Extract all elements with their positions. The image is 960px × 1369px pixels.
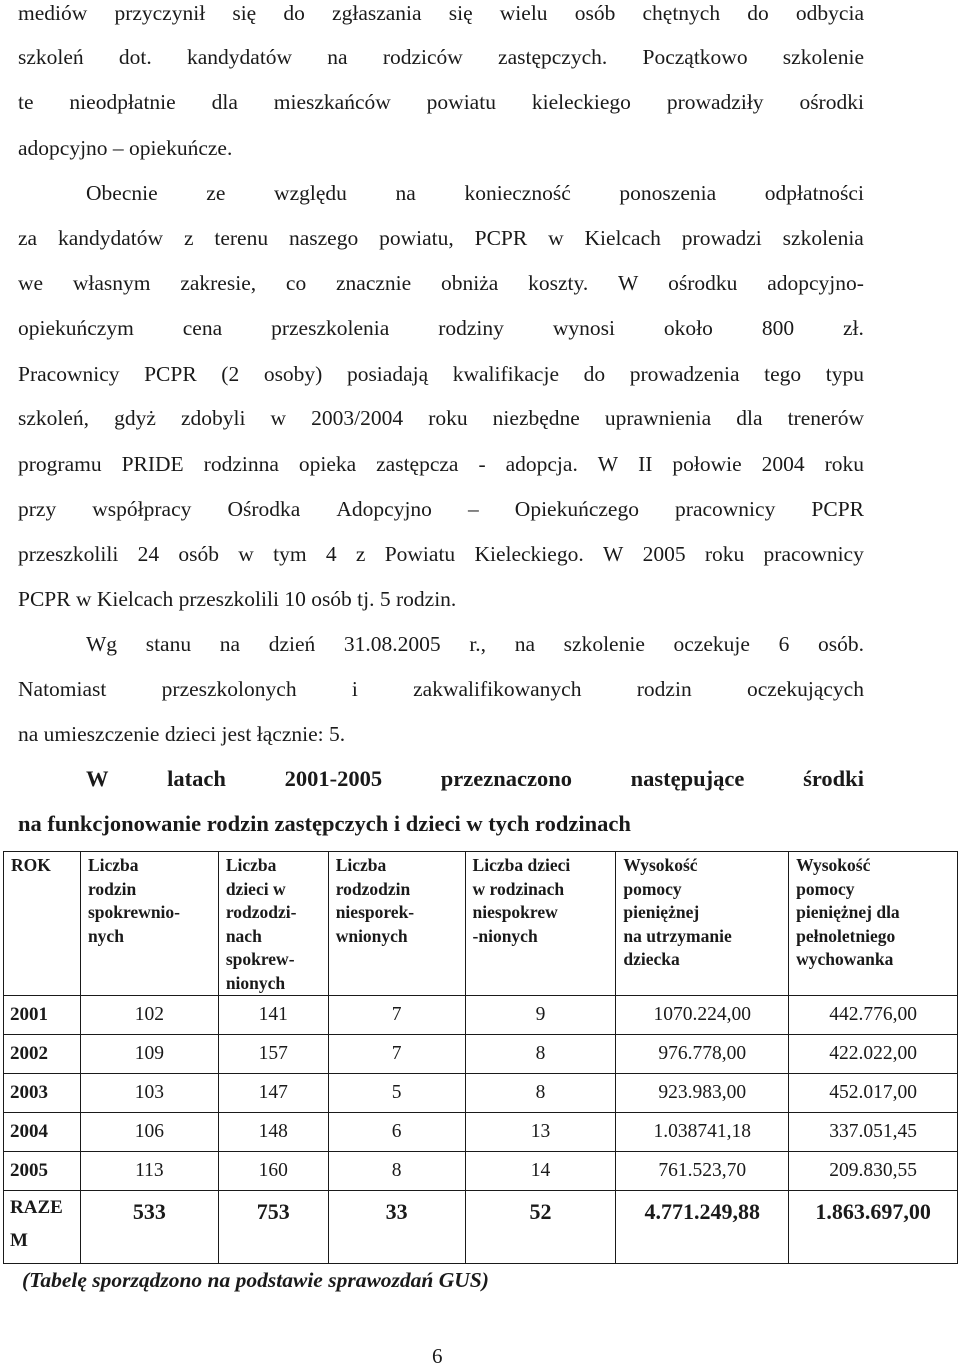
word: Ośrodka — [227, 497, 301, 521]
table-cell: 109 — [80, 1035, 218, 1074]
table-cell: 106 — [80, 1113, 218, 1152]
word: W — [597, 452, 619, 476]
paragraph-line — [18, 361, 864, 387]
word: za — [18, 226, 38, 250]
word: roku — [428, 406, 468, 430]
table-source-note: (Tabelę sporządzono na podstawie sprawozdań GUS) — [22, 1268, 489, 1292]
word: zgłaszania — [332, 1, 422, 25]
word: kwalifikacje — [452, 362, 559, 386]
table-header-cell: Liczba rodzin spokrewnio- nych — [80, 852, 218, 996]
word: się — [448, 1, 473, 25]
word: Natomiast — [18, 677, 107, 701]
word: Obecnie — [86, 181, 158, 205]
table-cell: 533 — [80, 1191, 218, 1264]
word: co — [285, 271, 307, 295]
word: ponoszenia — [619, 181, 717, 205]
word: pracownicy — [763, 542, 864, 566]
word: w — [548, 226, 564, 250]
word: osób — [574, 1, 616, 25]
word: W — [602, 542, 624, 566]
table-cell: 103 — [80, 1074, 218, 1113]
section-heading: na funkcjonowanie rodzin zastępczych i dzieci w tych rodzinach — [18, 811, 631, 836]
table-cell: 148 — [218, 1113, 328, 1152]
word: kandydatów — [57, 226, 164, 250]
funding-table — [3, 851, 958, 1264]
table-total-row — [4, 1191, 958, 1264]
word: obniża — [440, 271, 499, 295]
word: cena — [182, 316, 223, 340]
word: terenu — [214, 226, 269, 250]
table-cell: 8 — [328, 1152, 465, 1191]
paragraph-line — [18, 405, 864, 431]
word: PRIDE — [121, 452, 184, 476]
word: prowadzenia — [629, 362, 740, 386]
word: powiatu, — [379, 226, 454, 250]
word: niezbędne — [492, 406, 580, 430]
word: zakresie, — [180, 271, 257, 295]
word: rodzinna — [203, 452, 279, 476]
word: przeszkolenia — [271, 316, 390, 340]
table-cell: 8 — [465, 1035, 616, 1074]
word: oczekuje — [673, 632, 750, 656]
word: zł. — [843, 316, 864, 340]
word: tym — [273, 542, 307, 566]
word: typu — [825, 362, 864, 386]
word: opieka — [298, 452, 357, 476]
year-cell: 2005 — [4, 1152, 81, 1191]
word: do — [747, 1, 769, 25]
word: szkoleń — [18, 45, 84, 69]
word: gdyż — [114, 406, 156, 430]
word: znacznie — [336, 271, 412, 295]
word: osoby) — [263, 362, 323, 386]
word: przeszkolonych — [161, 677, 297, 701]
word: powiatu — [426, 90, 496, 114]
table-cell: 113 — [80, 1152, 218, 1191]
table-cell: 33 — [328, 1191, 465, 1264]
word: przy — [18, 497, 57, 521]
word: 2005 — [642, 542, 686, 566]
year-cell: 2002 — [4, 1035, 81, 1074]
year-cell: 2004 — [4, 1113, 81, 1152]
word: mediów — [18, 1, 88, 25]
word: Opiekuńczego — [514, 497, 639, 521]
word: adopcja. — [505, 452, 578, 476]
paragraph-line — [18, 676, 864, 702]
table-cell: 1.038741,18 — [616, 1113, 789, 1152]
word: i — [351, 677, 358, 701]
table-row — [4, 996, 958, 1035]
word: zdobyli — [180, 406, 246, 430]
table-cell: 9 — [465, 996, 616, 1035]
table-cell: 1.863.697,00 — [789, 1191, 958, 1264]
table-cell: 976.778,00 — [616, 1035, 789, 1074]
word: osób. — [818, 632, 864, 656]
word: przeszkolili — [18, 542, 119, 566]
word: współpracy — [92, 497, 192, 521]
paragraph-line: PCPR w Kielcach przeszkolili 10 osób tj. 5 rodzin. — [18, 587, 457, 611]
word: rodziców — [382, 45, 463, 69]
word: 2003/2004 — [311, 406, 404, 430]
table-cell: 5 — [328, 1074, 465, 1113]
word: rodziny — [438, 316, 504, 340]
word: stanu — [145, 632, 192, 656]
table-row — [4, 1074, 958, 1113]
table-header-cell: Wysokość pomocy pieniężnej dla pełnoletniego wychowanka — [789, 852, 958, 996]
word: mieszkańców — [273, 90, 391, 114]
word: przyczynił — [114, 1, 206, 25]
word: wielu — [499, 1, 548, 25]
table-row — [4, 1152, 958, 1191]
paragraph-line — [18, 496, 864, 522]
paragraph-line — [18, 89, 864, 115]
word: osób — [178, 542, 219, 566]
word: dzień — [268, 632, 316, 656]
word: W — [618, 271, 639, 295]
word: - — [478, 452, 486, 476]
word: ze — [206, 181, 226, 205]
word: w — [270, 406, 287, 430]
word: szkolenie — [563, 632, 645, 656]
table-cell: 8 — [465, 1074, 616, 1113]
word: na — [395, 181, 416, 205]
word: wynosi — [552, 316, 615, 340]
word: Pracownicy — [18, 362, 120, 386]
word: do — [583, 362, 606, 386]
word: programu — [18, 452, 102, 476]
word: trenerów — [787, 406, 864, 430]
word: na — [327, 45, 348, 69]
word: chętnych — [642, 1, 721, 25]
word: na — [514, 632, 536, 656]
word: odpłatności — [764, 181, 864, 205]
word: zakwalifikowanych — [413, 677, 582, 701]
table-cell: 452.017,00 — [789, 1074, 958, 1113]
paragraph-line — [18, 225, 864, 251]
word: koszty. — [528, 271, 589, 295]
table-header-cell: Liczba dzieci w rodzinach niespokrew -nionych — [465, 852, 616, 996]
word: Wg — [86, 632, 118, 656]
table-row — [4, 1035, 958, 1074]
word: z — [355, 542, 366, 566]
table-cell: 141 — [218, 996, 328, 1035]
word: dot. — [118, 45, 152, 69]
paragraph-line — [18, 0, 864, 26]
word: we — [18, 271, 44, 295]
word: 2001-2005 — [284, 766, 383, 791]
table-cell: 442.776,00 — [789, 996, 958, 1035]
word: Kielcach — [584, 226, 661, 250]
year-cell: 2003 — [4, 1074, 81, 1113]
word: pracownicy — [675, 497, 776, 521]
word: Początkowo — [642, 45, 748, 69]
word: prowadziły — [666, 90, 764, 114]
table-header-row — [4, 852, 958, 996]
table-cell: 160 — [218, 1152, 328, 1191]
table-cell: 923.983,00 — [616, 1074, 789, 1113]
word: szkoleń, — [18, 406, 90, 430]
word: 24 — [137, 542, 160, 566]
word: 31.08.2005 — [343, 632, 441, 656]
word: ośrodku — [668, 271, 738, 295]
page-number: 6 — [432, 1344, 443, 1368]
word: Adopcyjno — [336, 497, 432, 521]
word: uprawnienia — [604, 406, 712, 430]
table-header-cell: ROK — [4, 852, 81, 996]
word: w — [238, 542, 254, 566]
word: się — [232, 1, 257, 25]
word: oczekujących — [746, 677, 864, 701]
section-heading — [86, 766, 864, 792]
table-cell: 422.022,00 — [789, 1035, 958, 1074]
word: kandydatów — [186, 45, 293, 69]
word: z — [183, 226, 194, 250]
word: rodzin — [636, 677, 692, 701]
table-header-cell: Liczba rodzodzin niesporek- wnionych — [328, 852, 465, 996]
table-cell: 52 — [465, 1191, 616, 1264]
paragraph-line — [86, 631, 864, 657]
word: zastępcza — [376, 452, 459, 476]
word: kieleckiego — [531, 90, 631, 114]
table-cell: 753 — [218, 1191, 328, 1264]
word: konieczność — [464, 181, 571, 205]
word: do — [283, 1, 305, 25]
word: względu — [274, 181, 347, 205]
word: posiadają — [346, 362, 429, 386]
table-cell: 6 — [328, 1113, 465, 1152]
table-cell: 7 — [328, 1035, 465, 1074]
word: (2 — [221, 362, 240, 386]
table-header-cell: Liczba dzieci w rodzodzi- nach spokrew- nionych — [218, 852, 328, 996]
word: Kieleckiego. — [474, 542, 584, 566]
table-cell: 7 — [328, 996, 465, 1035]
word: tego — [764, 362, 802, 386]
word: przeznaczono — [440, 766, 572, 791]
word: 6 — [778, 632, 790, 656]
word: dla — [211, 90, 238, 114]
word: W — [86, 766, 109, 791]
table-cell: 1070.224,00 — [616, 996, 789, 1035]
word: te — [18, 90, 34, 114]
word: PCPR — [144, 362, 197, 386]
paragraph-line: adopcyjno – opiekuńcze. — [18, 136, 233, 160]
paragraph-line — [18, 315, 864, 341]
word: dla — [736, 406, 763, 430]
word: adopcyjno- — [767, 271, 864, 295]
table-cell: 4.771.249,88 — [616, 1191, 789, 1264]
table-row — [4, 1113, 958, 1152]
word: ośrodki — [799, 90, 864, 114]
word: roku — [824, 452, 864, 476]
word: własnym — [72, 271, 151, 295]
table-cell: 157 — [218, 1035, 328, 1074]
word: Powiatu — [384, 542, 456, 566]
word: 4 — [325, 542, 337, 566]
word: połowie — [672, 452, 742, 476]
paragraph-line — [18, 451, 864, 477]
word: II — [638, 452, 653, 476]
word: nieodpłatnie — [69, 90, 176, 114]
table-cell: 147 — [218, 1074, 328, 1113]
word: szkolenia — [782, 226, 864, 250]
word: latach — [167, 766, 226, 791]
word: 800 — [761, 316, 795, 340]
word: szkolenie — [782, 45, 864, 69]
word: PCPR — [811, 497, 864, 521]
paragraph-line — [18, 270, 864, 296]
word: opiekuńczym — [18, 316, 134, 340]
paragraph-line — [18, 44, 864, 70]
word: 2004 — [761, 452, 805, 476]
word: prowadzi — [681, 226, 762, 250]
table-cell: 13 — [465, 1113, 616, 1152]
word: odbycia — [795, 1, 864, 25]
word: na — [219, 632, 241, 656]
word: zastępczych. — [498, 45, 608, 69]
table-cell: 14 — [465, 1152, 616, 1191]
paragraph-line — [18, 541, 864, 567]
word: środki — [803, 766, 864, 791]
table-cell: 209.830,55 — [789, 1152, 958, 1191]
table-header-cell: Wysokość pomocy pieniężnej na utrzymanie dziecka — [616, 852, 789, 996]
word: naszego — [288, 226, 359, 250]
word: roku — [704, 542, 745, 566]
word: r., — [469, 632, 487, 656]
paragraph-line — [86, 180, 864, 206]
table-cell: 761.523,70 — [616, 1152, 789, 1191]
word: około — [663, 316, 713, 340]
paragraph-line: na umieszczenie dzieci jest łącznie: 5. — [18, 722, 346, 746]
table-cell: 337.051,45 — [789, 1113, 958, 1152]
year-cell: 2001 — [4, 996, 81, 1035]
table-cell: 102 — [80, 996, 218, 1035]
word: PCPR — [474, 226, 528, 250]
word: następujące — [630, 766, 745, 791]
year-cell: RAZE M — [4, 1191, 81, 1264]
word: – — [467, 497, 479, 521]
